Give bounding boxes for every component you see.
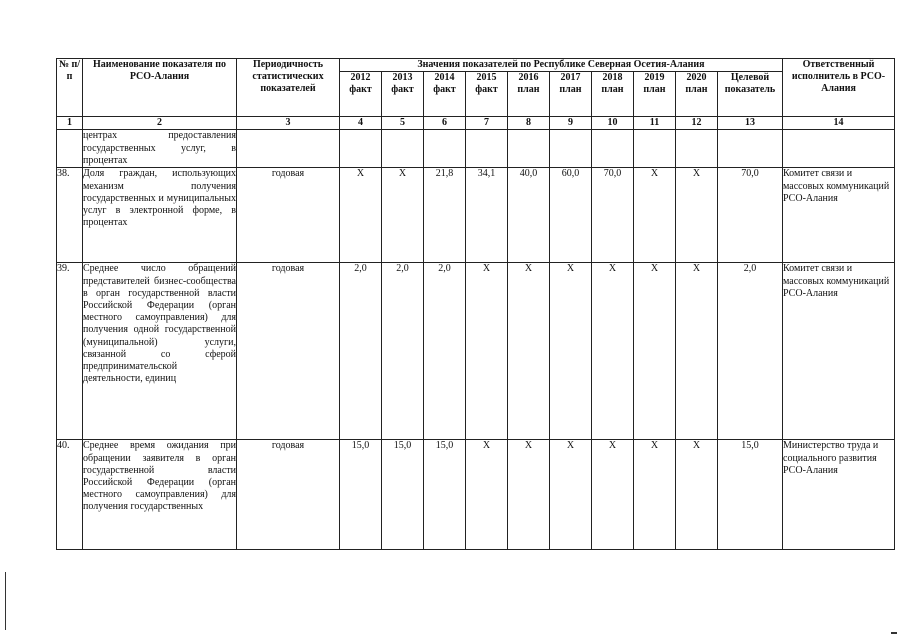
- column-number: 14: [783, 117, 895, 130]
- column-number: 4: [340, 117, 382, 130]
- target-cell: 70,0: [718, 168, 783, 263]
- value-cell: 70,0: [592, 168, 634, 263]
- header-year: 2016 план: [508, 72, 550, 117]
- header-year: 2017 план: [550, 72, 592, 117]
- value-cell: 15,0: [340, 440, 382, 550]
- value-cell: [676, 130, 718, 168]
- value-cell: [340, 130, 382, 168]
- value-cell: Х: [676, 440, 718, 550]
- value-cell: Х: [634, 168, 676, 263]
- column-number: 12: [676, 117, 718, 130]
- column-number: 2: [83, 117, 237, 130]
- header-target: Целевой показатель: [718, 72, 783, 117]
- value-cell: 21,8: [424, 168, 466, 263]
- value-cell: 2,0: [382, 263, 424, 440]
- header-year: 2019 план: [634, 72, 676, 117]
- value-cell: 2,0: [340, 263, 382, 440]
- scan-edge-line: [5, 572, 6, 630]
- column-number: 11: [634, 117, 676, 130]
- scan-edge-tick: [891, 632, 897, 634]
- header-year: 2015 факт: [466, 72, 508, 117]
- target-cell: 2,0: [718, 263, 783, 440]
- value-cell: [592, 130, 634, 168]
- value-cell: 60,0: [550, 168, 592, 263]
- header-year: 2020 план: [676, 72, 718, 117]
- column-number: 7: [466, 117, 508, 130]
- value-cell: Х: [676, 263, 718, 440]
- value-cell: [634, 130, 676, 168]
- row-number: 38.: [57, 168, 83, 263]
- column-number: 5: [382, 117, 424, 130]
- header-responsible: Ответственный исполнитель в РСО-Алания: [783, 59, 895, 117]
- indicator-name: Среднее число обращений представителей бизнес-сообщества в орган государственной власти Российской Федерации (орган местного самоуправления) для получения одной государственной (муниципальной) услуги, связанной со сферой предпринимательской деятельности, единиц: [83, 263, 237, 440]
- periodicity-cell: годовая: [237, 440, 340, 550]
- responsible-cell: Комитет связи и массовых коммуникаций РСО-Алания: [783, 168, 895, 263]
- value-cell: [424, 130, 466, 168]
- value-cell: Х: [592, 440, 634, 550]
- indicator-name: Доля граждан, использующих механизм получения государственных и муниципальных услуг в электронной форме, в процентах: [83, 168, 237, 263]
- header-num: № п/п: [57, 59, 83, 117]
- column-number: 10: [592, 117, 634, 130]
- value-cell: [466, 130, 508, 168]
- value-cell: [382, 130, 424, 168]
- column-number: 1: [57, 117, 83, 130]
- column-number: 13: [718, 117, 783, 130]
- value-cell: Х: [466, 440, 508, 550]
- column-number: 8: [508, 117, 550, 130]
- header-periodicity: Периодичность статистических показателей: [237, 59, 340, 117]
- value-cell: Х: [634, 440, 676, 550]
- responsible-cell: Министерство труда и социального развития РСО-Алания: [783, 440, 895, 550]
- column-number: 9: [550, 117, 592, 130]
- header-year: 2018 план: [592, 72, 634, 117]
- row-number: [57, 130, 83, 168]
- periodicity-cell: годовая: [237, 263, 340, 440]
- value-cell: Х: [550, 440, 592, 550]
- indicator-name: Среднее время ожидания при обращении заявителя в орган государственной власти Российской Федерации (орган местного самоуправления) для получения государственных: [83, 440, 237, 550]
- table-row: [57, 440, 895, 550]
- row-number: 40.: [57, 440, 83, 550]
- value-cell: Х: [550, 263, 592, 440]
- value-cell: Х: [634, 263, 676, 440]
- value-cell: 40,0: [508, 168, 550, 263]
- value-cell: 15,0: [424, 440, 466, 550]
- table-row: [57, 168, 895, 263]
- value-cell: 2,0: [424, 263, 466, 440]
- responsible-cell: Комитет связи и массовых коммуникаций РСО-Алания: [783, 263, 895, 440]
- value-cell: 34,1: [466, 168, 508, 263]
- row-number: 39.: [57, 263, 83, 440]
- value-cell: [508, 130, 550, 168]
- target-cell: 15,0: [718, 440, 783, 550]
- value-cell: Х: [676, 168, 718, 263]
- header-name: Наименование показателя по РСО-Алания: [83, 59, 237, 117]
- table-row: [57, 130, 895, 168]
- header-year: 2014 факт: [424, 72, 466, 117]
- value-cell: Х: [508, 440, 550, 550]
- value-cell: Х: [466, 263, 508, 440]
- periodicity-cell: годовая: [237, 168, 340, 263]
- indicators-table: [56, 58, 895, 550]
- header-year: 2012 факт: [340, 72, 382, 117]
- header-year: 2013 факт: [382, 72, 424, 117]
- table-row: [57, 263, 895, 440]
- value-cell: 15,0: [382, 440, 424, 550]
- header-values-group: Значения показателей по Республике Северная Осетия-Алания: [340, 59, 783, 72]
- periodicity-cell: [237, 130, 340, 168]
- value-cell: Х: [340, 168, 382, 263]
- column-number: 3: [237, 117, 340, 130]
- value-cell: Х: [382, 168, 424, 263]
- value-cell: Х: [592, 263, 634, 440]
- value-cell: [550, 130, 592, 168]
- target-cell: [718, 130, 783, 168]
- indicator-name: центрах предоставления государственных услуг, в процентах: [83, 130, 237, 168]
- responsible-cell: [783, 130, 895, 168]
- column-number: 6: [424, 117, 466, 130]
- value-cell: Х: [508, 263, 550, 440]
